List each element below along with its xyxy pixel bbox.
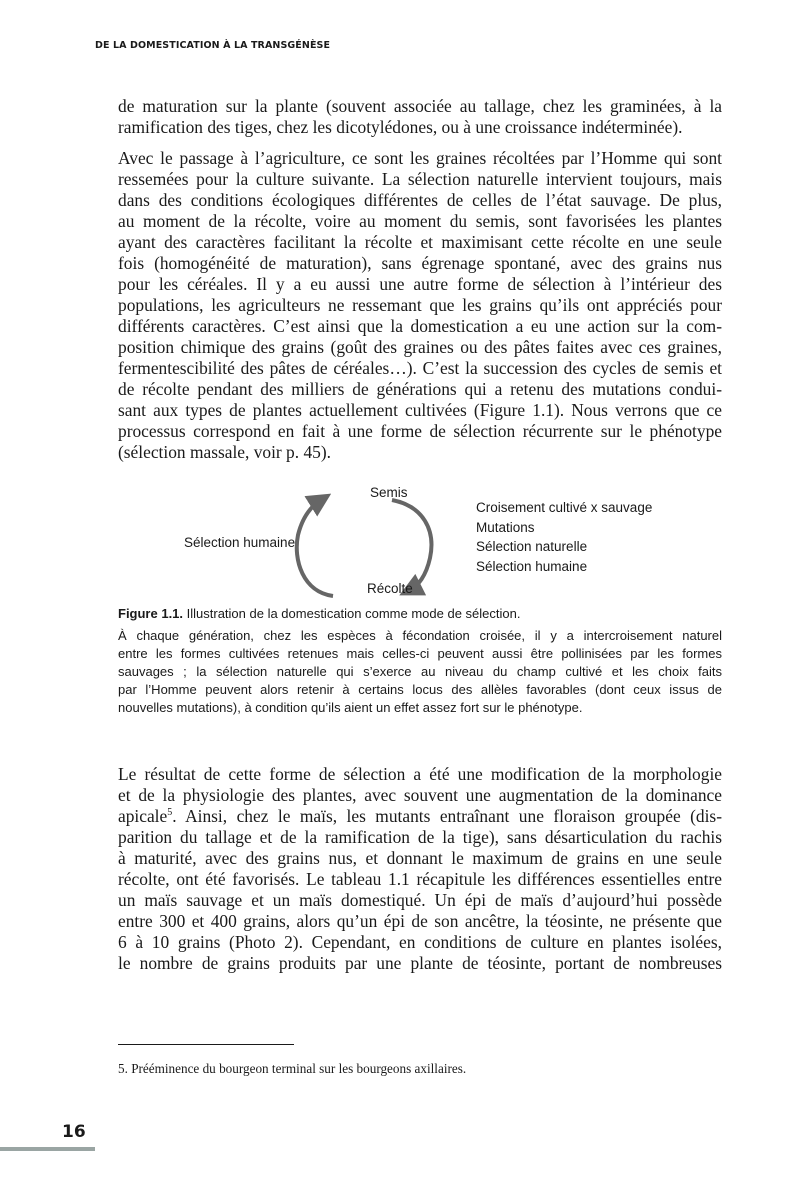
text-line: entre 300 et 400 grains, alors qu’un épi de son ancêtre, la téosinte, ne présente que xyxy=(118,911,722,931)
text-line: 6 à 10 grains (Photo 2). Cependant, en conditions de culture en plantes isolées, xyxy=(118,932,722,952)
text-line: à maturité, avec des grains nus, et donnant le maximum de grains en une seule xyxy=(118,848,722,868)
page-number: 16 xyxy=(62,1122,86,1142)
paragraph-3 xyxy=(118,764,722,974)
paragraph-1 xyxy=(118,96,722,138)
right-label-item: Sélection naturelle xyxy=(476,539,588,554)
text-line: (sélection massale, voir p. 45). xyxy=(118,442,331,462)
caption-title xyxy=(118,605,722,623)
text-line: le nombre de grains produits par une plante de téosinte, portant de nombreuses xyxy=(118,953,722,973)
text-line: récolte, ont été favorisés. Le tableau 1.1 récapitule les différences essentielles entre xyxy=(118,869,722,889)
caption-title-text: Illustration de la domestication comme mode de sélection. xyxy=(183,606,521,621)
node-semis: Semis xyxy=(370,485,408,500)
caption-line: entre les formes cultivées retenues mais celles-ci peuvent aussi être pollinisées par les formes xyxy=(118,646,722,661)
text-line: sant aux types de plantes actuellement cultivées (Figure 1.1). Nous verrons que ce xyxy=(118,400,722,420)
footnote-divider xyxy=(118,1044,294,1045)
text-line: différents caractères. C’est ainsi que la domestication a eu une action sur la com- xyxy=(118,316,722,336)
left-label: Sélection humaine xyxy=(184,535,296,550)
text-line: processus correspond en fait à une forme de sélection récurrente sur le phénotype xyxy=(118,421,722,441)
paragraph-2 xyxy=(118,148,722,463)
text-line: dans des conditions écologiques différentes de celles de l’état sauvage. De plus, xyxy=(118,190,722,210)
text-line: position chimique des grains (goût des graines ou des pâtes faites avec ces graines, xyxy=(118,337,722,357)
text-line xyxy=(118,806,722,827)
text-line: ayant des caractères facilitant la récolte et maximisant cette récolte en une seule xyxy=(118,232,722,252)
caption-line: nouvelles mutations), à condition qu’ils aient un effet assez fort sur le phénotype. xyxy=(118,700,583,715)
text-line: de récolte pendant des milliers de générations qui a retenu des mutations condui- xyxy=(118,379,722,399)
text-line: au moment de la récolte, voire au moment du semis, sont favorisées les plantes xyxy=(118,211,722,231)
figure-1-1-diagram xyxy=(118,480,722,600)
text-line: parition du tallage et de la ramification de la tige), sans désarticulation du rachis xyxy=(118,827,722,847)
text-line: pour les céréales. Il y a eu aussi une autre forme de sélection à l’intérieur des xyxy=(118,274,722,294)
text-line: ressemées pour la culture suivante. La sélection naturelle intervient toujours, mais xyxy=(118,169,722,189)
text-line: ramification des tiges, chez les dicotylédones, ou à une croissance indéterminée). xyxy=(118,117,683,137)
right-label-item: Mutations xyxy=(476,519,535,535)
footnote-ref-5[interactable]: 5 xyxy=(167,807,173,819)
text-line: fois (homogénéité de maturation), sans égrenage spontané, avec des grains nus xyxy=(118,253,722,273)
caption-line: sauvages ; la sélection naturelle qui s’exerce au niveau du champ cultivé et les choix faits xyxy=(118,664,722,679)
caption-line: par l’Homme peuvent alors retenir à certains locus des allèles favorables (dont ceux issus de xyxy=(118,682,722,697)
figure-caption xyxy=(118,605,722,717)
caption-description xyxy=(118,627,722,717)
text-line: de maturation sur la plante (souvent associée au tallage, chez les graminées, à la xyxy=(118,96,722,116)
text-segment: apicale xyxy=(118,806,168,826)
node-recolte: Récolte xyxy=(367,581,413,596)
page-number-bar xyxy=(0,1147,95,1151)
caption-line: À chaque génération, chez les espèces à fécondation croisée, il y a intercroisement naturel xyxy=(118,628,722,643)
text-line: fermentescibilité des pâtes de céréales…). C’est la succession des cycles de semis et xyxy=(118,358,722,378)
text-line: et de la physiologie des plantes, avec souvent une augmentation de la dominance xyxy=(118,785,722,805)
text-line: un maïs sauvage et un maïs domestiqué. Un épi de maïs d’aujourd’hui possède xyxy=(118,890,722,910)
text-segment: . Ainsi, chez le maïs, les mutants entraînant une floraison groupée (dis- xyxy=(172,806,722,826)
right-label-item: Croisement cultivé x sauvage xyxy=(476,500,653,515)
text-line: populations, les agriculteurs ne ressemant que les grains qu’ils ont appréciés pour xyxy=(118,295,722,315)
running-head: DE LA DOMESTICATION À LA TRANSGÉNÈSE xyxy=(95,40,331,51)
caption-label: Figure 1.1. xyxy=(118,606,184,621)
text-line: Avec le passage à l’agriculture, ce sont les graines récoltées par l’Homme qui sont xyxy=(118,148,722,168)
right-label-item: Sélection humaine xyxy=(476,558,588,574)
footnote-5: 5. Prééminence du bourgeon terminal sur les bourgeons axillaires. xyxy=(118,1061,467,1076)
text-line: Le résultat de cette forme de sélection a été une modification de la morphologie xyxy=(118,764,722,784)
right-labels xyxy=(476,498,652,576)
